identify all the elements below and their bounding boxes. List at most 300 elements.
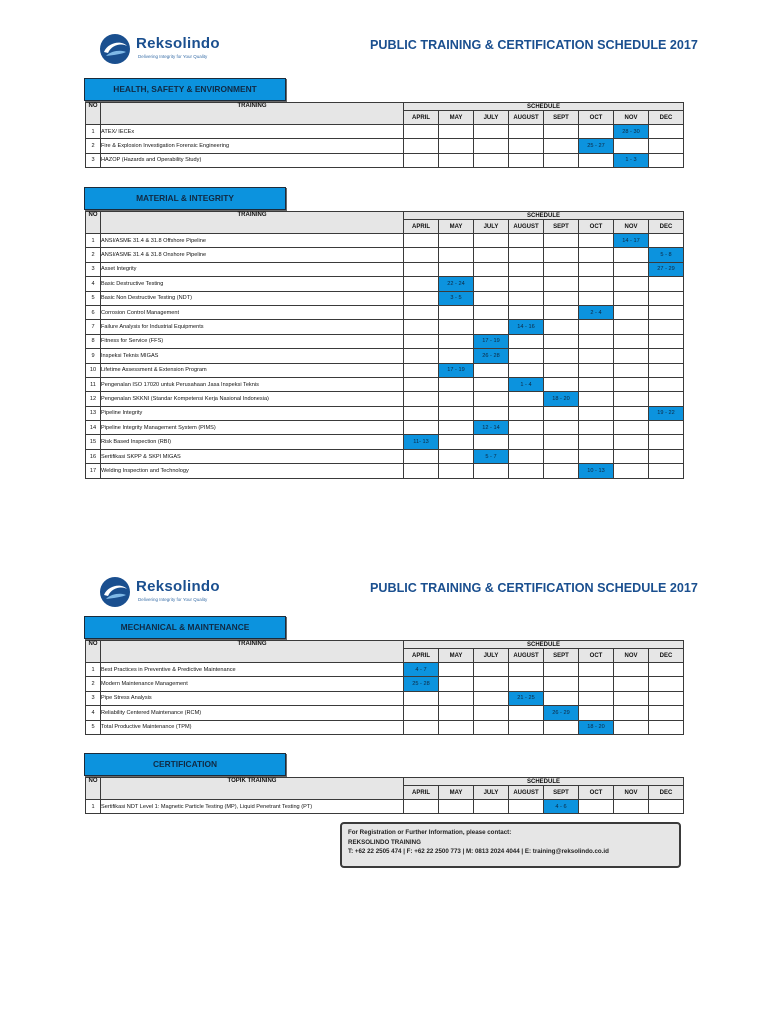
schedule-cell (509, 139, 544, 153)
schedule-cell (544, 406, 579, 420)
training-name: Best Practices in Preventive & Predictive Maintenance (101, 663, 404, 677)
schedule-cell (509, 234, 544, 248)
schedule-cell (509, 262, 544, 276)
schedule-cell (579, 663, 614, 677)
schedule-cell (579, 691, 614, 705)
schedule-cell (404, 320, 439, 334)
table-row (86, 691, 684, 705)
header-month: APRIL (404, 220, 439, 234)
contact-details: T: +62 22 2505 474 | F: +62 22 2500 773 | M: 0813 2024 4044 | E: training@reksolindo.co.id (348, 848, 609, 855)
header-month: APRIL (404, 786, 439, 800)
schedule-cell (474, 464, 509, 478)
schedule-cell (509, 435, 544, 449)
schedule-cell (439, 305, 474, 319)
schedule-cell (474, 406, 509, 420)
schedule-cell (579, 248, 614, 262)
schedule-cell (614, 248, 649, 262)
schedule-cell (649, 421, 684, 435)
schedule-cell (404, 464, 439, 478)
row-number: 10 (86, 363, 101, 377)
row-number: 1 (86, 800, 101, 814)
schedule-cell (404, 449, 439, 463)
row-number: 2 (86, 677, 101, 691)
schedule-cell (614, 277, 649, 291)
table-row (86, 305, 684, 319)
schedule-cell (544, 262, 579, 276)
schedule-cell (649, 392, 684, 406)
header-month: APRIL (404, 111, 439, 125)
schedule-cell (544, 363, 579, 377)
mechanical-maintenance-schedule-table (85, 640, 684, 735)
schedule-cell (439, 377, 474, 391)
header-month: JULY (474, 786, 509, 800)
schedule-cell (614, 305, 649, 319)
schedule-cell (404, 277, 439, 291)
schedule-cell (649, 677, 684, 691)
schedule-cell (579, 234, 614, 248)
schedule-cell (544, 291, 579, 305)
schedule-cell (579, 320, 614, 334)
header-month: JULY (474, 220, 509, 234)
training-name: Sertifikasi SKPP & SKPI MIGAS (101, 449, 404, 463)
schedule-cell (439, 320, 474, 334)
table-row (86, 392, 684, 406)
schedule-cell (649, 464, 684, 478)
header-schedule: SCHEDULE (404, 778, 684, 786)
table-row (86, 125, 684, 139)
schedule-cell: 25 - 28 (404, 677, 439, 691)
schedule-cell (509, 706, 544, 720)
schedule-cell (649, 291, 684, 305)
schedule-cell (544, 377, 579, 391)
schedule-cell (404, 153, 439, 167)
training-name: Corrosion Control Management (101, 305, 404, 319)
section-label-hse: HEALTH, SAFETY & ENVIRONMENT (84, 78, 286, 101)
schedule-cell: 18 - 20 (544, 392, 579, 406)
schedule-cell (614, 663, 649, 677)
schedule-cell (579, 291, 614, 305)
schedule-cell (509, 334, 544, 348)
schedule-cell (579, 421, 614, 435)
schedule-cell: 5 - 7 (474, 449, 509, 463)
schedule-cell (439, 663, 474, 677)
schedule-cell (544, 125, 579, 139)
schedule-cell (579, 277, 614, 291)
row-number: 6 (86, 305, 101, 319)
row-number: 15 (86, 435, 101, 449)
schedule-cell (439, 706, 474, 720)
schedule-cell (579, 449, 614, 463)
training-name: Welding Inspection and Technology (101, 464, 404, 478)
material-integrity-schedule-table (85, 211, 684, 479)
schedule-cell (404, 248, 439, 262)
row-number: 11 (86, 377, 101, 391)
contact-intro: For Registration or Further Information, please contact: (348, 829, 512, 836)
page-title: PUBLIC TRAINING & CERTIFICATION SCHEDULE 2017 (370, 38, 698, 52)
schedule-cell (509, 248, 544, 262)
table-row (86, 320, 684, 334)
header-month: SEPT (544, 786, 579, 800)
schedule-cell (614, 334, 649, 348)
schedule-cell (579, 363, 614, 377)
table-row (86, 720, 684, 734)
schedule-cell (614, 706, 649, 720)
schedule-cell (404, 377, 439, 391)
schedule-cell (509, 464, 544, 478)
table-row (86, 139, 684, 153)
table-row (86, 277, 684, 291)
schedule-cell (544, 449, 579, 463)
schedule-cell (614, 291, 649, 305)
schedule-page-2 (0, 545, 768, 865)
schedule-cell: 1 - 3 (614, 153, 649, 167)
schedule-cell (649, 691, 684, 705)
schedule-cell (614, 677, 649, 691)
header-month: NOV (614, 220, 649, 234)
schedule-cell (474, 139, 509, 153)
schedule-cell (474, 706, 509, 720)
schedule-cell: 2 - 4 (579, 305, 614, 319)
schedule-cell (579, 262, 614, 276)
schedule-cell (614, 435, 649, 449)
header-schedule: SCHEDULE (404, 212, 684, 220)
schedule-cell (509, 800, 544, 814)
schedule-cell: 17 - 19 (439, 363, 474, 377)
header-month: DEC (649, 111, 684, 125)
section-label-certification: CERTIFICATION (84, 753, 286, 776)
training-name: Fire & Explosion Investigation Forensic Engineering (101, 139, 404, 153)
schedule-cell: 3 - 5 (439, 291, 474, 305)
training-name: Fitness for Service (FFS) (101, 334, 404, 348)
schedule-cell (544, 248, 579, 262)
header-schedule: SCHEDULE (404, 103, 684, 111)
training-name: Lifetime Assessment & Extension Program (101, 363, 404, 377)
header-month: OCT (579, 220, 614, 234)
training-name: Total Productive Maintenance (TPM) (101, 720, 404, 734)
table-row (86, 677, 684, 691)
schedule-cell (509, 663, 544, 677)
table-row (86, 291, 684, 305)
schedule-cell (439, 392, 474, 406)
schedule-cell (579, 377, 614, 391)
row-number: 1 (86, 234, 101, 248)
schedule-cell (544, 691, 579, 705)
training-name: ANSI/ASME 31.4 & 31.8 Onshore Pipeline (101, 248, 404, 262)
schedule-cell (509, 363, 544, 377)
schedule-cell: 21 - 25 (509, 691, 544, 705)
schedule-cell (649, 320, 684, 334)
schedule-cell (614, 800, 649, 814)
schedule-cell (509, 305, 544, 319)
schedule-cell (614, 720, 649, 734)
schedule-cell (404, 262, 439, 276)
header-training: TRAINING (101, 212, 404, 234)
training-name: Reliability Centered Maintenance (RCM) (101, 706, 404, 720)
schedule-cell (439, 449, 474, 463)
schedule-cell (404, 349, 439, 363)
training-name: HAZOP (Hazards and Operability Study) (101, 153, 404, 167)
schedule-cell: 22 - 24 (439, 277, 474, 291)
schedule-cell (474, 291, 509, 305)
schedule-cell (614, 392, 649, 406)
schedule-cell (544, 334, 579, 348)
training-name: Sertifikasi NDT Level 1: Magnetic Particle Testing (MP), Liquid Penetrant Testing (PT) (101, 800, 404, 814)
schedule-cell (509, 449, 544, 463)
schedule-cell (544, 234, 579, 248)
header-month: OCT (579, 786, 614, 800)
header-month: MAY (439, 220, 474, 234)
training-name: Failure Analysis for Industrial Equipments (101, 320, 404, 334)
schedule-cell: 1 - 4 (509, 377, 544, 391)
header-month: MAY (439, 786, 474, 800)
schedule-cell (474, 677, 509, 691)
schedule-cell (649, 234, 684, 248)
header-no: NO (86, 103, 101, 125)
header-month: MAY (439, 649, 474, 663)
training-name: Basic Destructive Testing (101, 277, 404, 291)
header-month: DEC (649, 786, 684, 800)
header-month: NOV (614, 111, 649, 125)
schedule-cell (439, 691, 474, 705)
schedule-cell (439, 262, 474, 276)
schedule-cell (649, 277, 684, 291)
header-month: DEC (649, 220, 684, 234)
header-month: APRIL (404, 649, 439, 663)
header-month: SEPT (544, 220, 579, 234)
table-row (86, 800, 684, 814)
training-name: Asset Integrity (101, 262, 404, 276)
schedule-cell (404, 125, 439, 139)
schedule-cell (509, 153, 544, 167)
schedule-cell (614, 464, 649, 478)
header-schedule: SCHEDULE (404, 641, 684, 649)
row-number: 3 (86, 153, 101, 167)
schedule-cell (579, 392, 614, 406)
schedule-cell (544, 349, 579, 363)
schedule-cell (649, 334, 684, 348)
schedule-cell: 17 - 19 (474, 334, 509, 348)
schedule-cell (614, 377, 649, 391)
certification-schedule-table (85, 777, 684, 814)
header-training: TRAINING (101, 103, 404, 125)
schedule-cell (544, 677, 579, 691)
row-number: 7 (86, 320, 101, 334)
row-number: 3 (86, 262, 101, 276)
table-row (86, 153, 684, 167)
schedule-cell (474, 392, 509, 406)
table-row (86, 262, 684, 276)
header-month: SEPT (544, 111, 579, 125)
training-name: Pengenalan ISO 17020 untuk Perusahaan Jasa Inspeksi Teknis (101, 377, 404, 391)
section-label-mechanical-maintenance: MECHANICAL & MAINTENANCE (84, 616, 286, 639)
row-number: 1 (86, 125, 101, 139)
header-month: SEPT (544, 649, 579, 663)
schedule-cell (544, 277, 579, 291)
row-number: 4 (86, 706, 101, 720)
schedule-cell (474, 305, 509, 319)
schedule-cell (649, 435, 684, 449)
table-row (86, 363, 684, 377)
table-row (86, 349, 684, 363)
header-training: TOPIK TRAINING (101, 778, 404, 800)
schedule-cell (404, 139, 439, 153)
schedule-cell: 4 - 6 (544, 800, 579, 814)
schedule-cell: 12 - 14 (474, 421, 509, 435)
header-no: NO (86, 212, 101, 234)
schedule-cell (649, 449, 684, 463)
table-row (86, 449, 684, 463)
schedule-cell (544, 663, 579, 677)
schedule-cell (614, 449, 649, 463)
row-number: 16 (86, 449, 101, 463)
schedule-cell (474, 277, 509, 291)
brand-tagline: Delivering Integrity for Your Quality (138, 54, 208, 59)
schedule-cell (474, 377, 509, 391)
schedule-cell (439, 125, 474, 139)
table-row (86, 421, 684, 435)
schedule-cell (404, 406, 439, 420)
logo-swirl-icon (98, 575, 132, 609)
schedule-cell (474, 663, 509, 677)
schedule-cell: 18 - 20 (579, 720, 614, 734)
schedule-cell (614, 349, 649, 363)
table-row (86, 663, 684, 677)
schedule-cell (614, 691, 649, 705)
schedule-cell (579, 125, 614, 139)
schedule-cell (579, 349, 614, 363)
training-name: Inspeksi Teknis MIGAS (101, 349, 404, 363)
header-month: NOV (614, 786, 649, 800)
schedule-cell (439, 234, 474, 248)
schedule-cell (474, 800, 509, 814)
schedule-cell: 27 - 29 (649, 262, 684, 276)
schedule-cell (404, 691, 439, 705)
schedule-cell (614, 262, 649, 276)
schedule-cell (474, 153, 509, 167)
schedule-cell (509, 392, 544, 406)
training-name: Pengenalan SKKNI (Standar Kompetensi Kerja Nasional Indonesia) (101, 392, 404, 406)
schedule-cell (579, 153, 614, 167)
schedule-cell (509, 291, 544, 305)
schedule-cell: 28 - 30 (614, 125, 649, 139)
schedule-cell (404, 706, 439, 720)
schedule-cell: 14 - 17 (614, 234, 649, 248)
row-number: 12 (86, 392, 101, 406)
table-row (86, 248, 684, 262)
schedule-cell (439, 139, 474, 153)
hse-schedule-table (85, 102, 684, 168)
header-month: AUGUST (509, 111, 544, 125)
schedule-cell (579, 800, 614, 814)
page-title: PUBLIC TRAINING & CERTIFICATION SCHEDULE 2017 (370, 581, 698, 595)
schedule-cell (579, 334, 614, 348)
brand-name: Reksolindo (136, 35, 220, 52)
row-number: 8 (86, 334, 101, 348)
schedule-cell (509, 720, 544, 734)
row-number: 5 (86, 291, 101, 305)
row-number: 17 (86, 464, 101, 478)
schedule-cell (649, 800, 684, 814)
schedule-cell (439, 153, 474, 167)
schedule-cell (649, 363, 684, 377)
table-row (86, 334, 684, 348)
header-month: JULY (474, 649, 509, 663)
schedule-cell (439, 334, 474, 348)
schedule-cell (474, 435, 509, 449)
schedule-cell: 19 - 22 (649, 406, 684, 420)
schedule-cell (544, 153, 579, 167)
table-row (86, 435, 684, 449)
schedule-cell (614, 139, 649, 153)
reksolindo-logo (98, 575, 228, 609)
header-training: TRAINING (101, 641, 404, 663)
brand-name: Reksolindo (136, 578, 220, 595)
header-month: AUGUST (509, 786, 544, 800)
row-number: 2 (86, 139, 101, 153)
schedule-cell (649, 377, 684, 391)
training-name: ATEX/ IECEx (101, 125, 404, 139)
schedule-cell (649, 663, 684, 677)
schedule-cell: 26 - 29 (544, 706, 579, 720)
schedule-cell (474, 363, 509, 377)
schedule-cell (579, 677, 614, 691)
schedule-cell (649, 125, 684, 139)
schedule-cell (404, 421, 439, 435)
schedule-cell (439, 800, 474, 814)
header-month: AUGUST (509, 220, 544, 234)
schedule-cell (474, 320, 509, 334)
schedule-cell (649, 139, 684, 153)
contact-company: REKSOLINDO TRAINING (348, 838, 421, 846)
table-row (86, 464, 684, 478)
schedule-cell (544, 421, 579, 435)
schedule-cell: 4 - 7 (404, 663, 439, 677)
header-month: MAY (439, 111, 474, 125)
table-row (86, 706, 684, 720)
table-row (86, 406, 684, 420)
schedule-cell (474, 234, 509, 248)
schedule-cell (544, 320, 579, 334)
schedule-cell: 5 - 8 (649, 248, 684, 262)
schedule-cell (439, 720, 474, 734)
schedule-cell (404, 363, 439, 377)
logo-swirl-icon (98, 32, 132, 66)
training-name: Pipeline Integrity (101, 406, 404, 420)
schedule-cell (439, 406, 474, 420)
schedule-cell (649, 706, 684, 720)
schedule-cell (404, 334, 439, 348)
schedule-cell: 14 - 16 (509, 320, 544, 334)
schedule-cell (544, 305, 579, 319)
schedule-cell (474, 691, 509, 705)
training-name: ANSI/ASME 31.4 & 31.8 Offshore Pipeline (101, 234, 404, 248)
section-label-material-integrity: MATERIAL & INTEGRITY (84, 187, 286, 210)
schedule-cell: 26 - 28 (474, 349, 509, 363)
schedule-cell (614, 406, 649, 420)
schedule-cell (509, 677, 544, 691)
schedule-cell (474, 248, 509, 262)
schedule-cell (509, 277, 544, 291)
schedule-cell (439, 677, 474, 691)
schedule-cell (509, 125, 544, 139)
header-month: AUGUST (509, 649, 544, 663)
schedule-cell: 10 - 13 (579, 464, 614, 478)
row-number: 9 (86, 349, 101, 363)
row-number: 13 (86, 406, 101, 420)
schedule-cell (579, 706, 614, 720)
schedule-cell: 25 - 27 (579, 139, 614, 153)
schedule-cell (404, 234, 439, 248)
